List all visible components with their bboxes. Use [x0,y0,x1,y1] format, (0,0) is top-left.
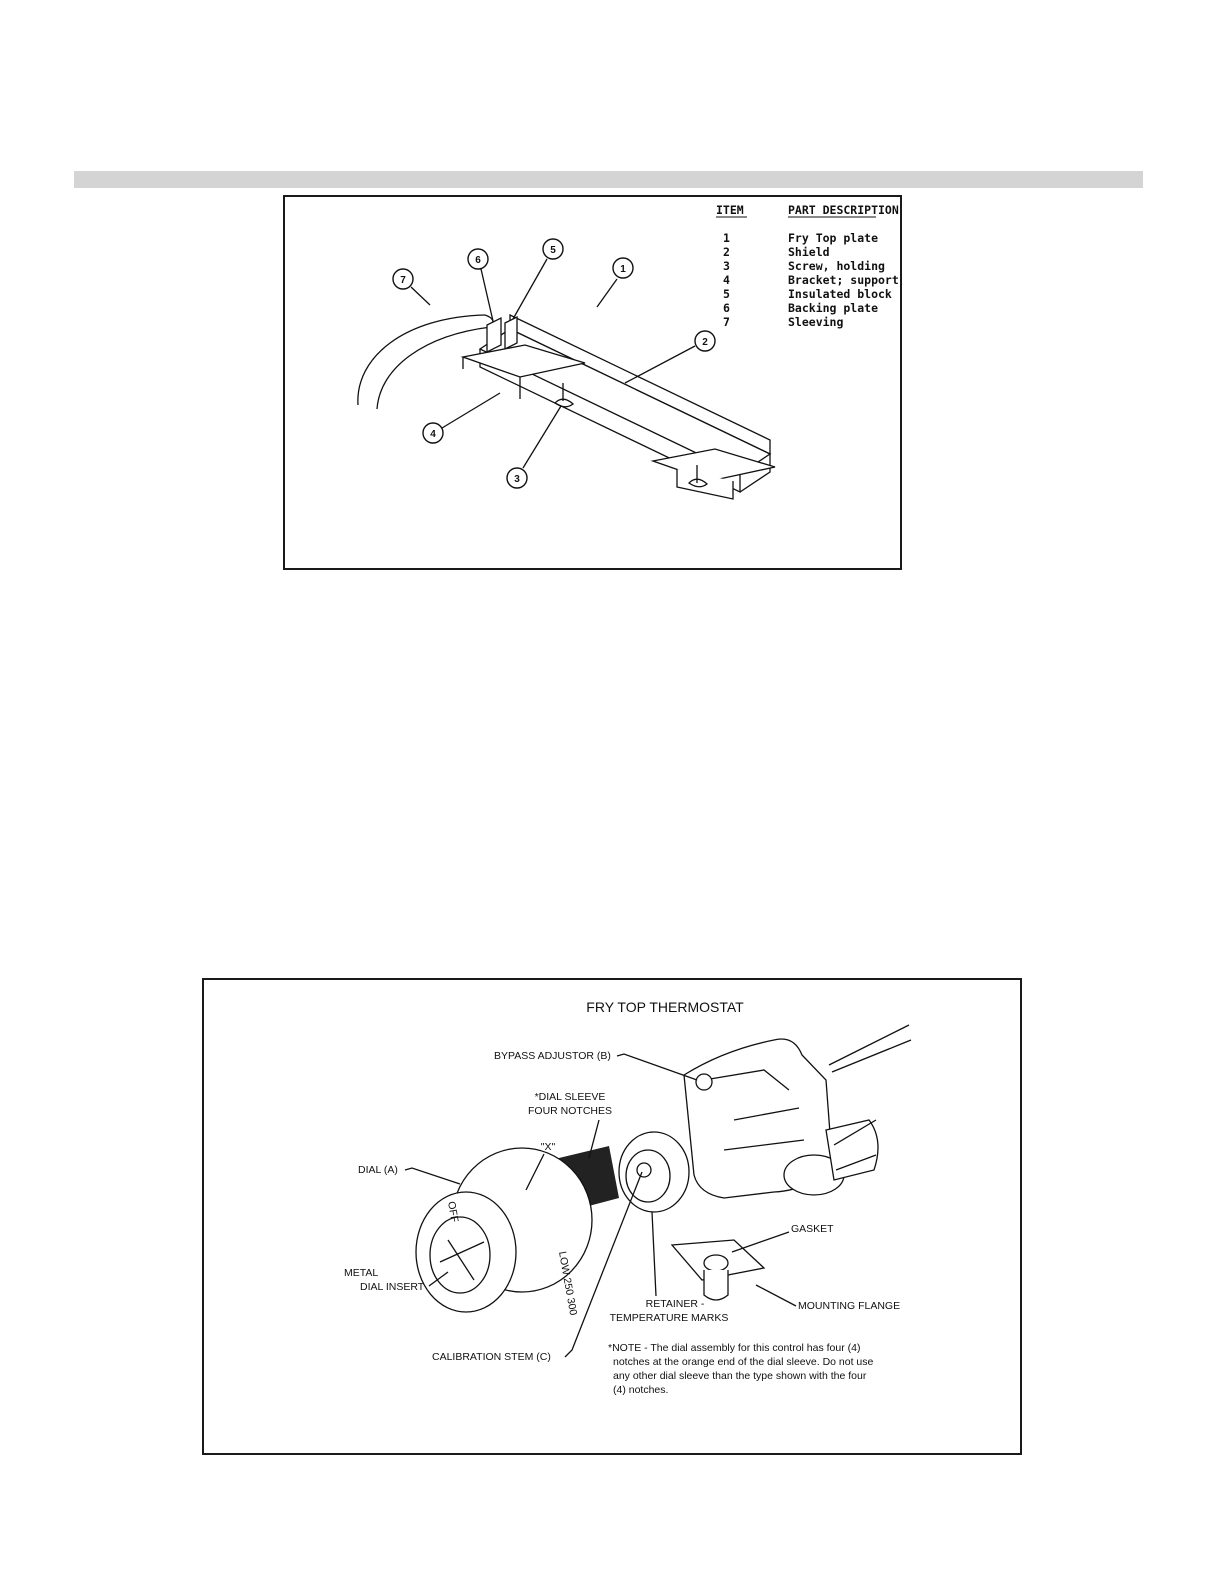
callout-4 [423,393,500,443]
note-text [608,1342,874,1396]
item-desc: Insulated block [788,287,892,301]
header-rule [74,171,1143,188]
item-num: 4 [723,273,730,287]
x-mark-label: "X" [540,1141,556,1153]
item-desc: Bracket; support [788,273,899,287]
sleeving-drawing [358,315,493,409]
dial-insert-label: DIAL INSERT [360,1281,425,1293]
svg-text:5: 5 [550,245,556,256]
temperature-marks-label: TEMPERATURE MARKS [609,1312,729,1324]
note-line: (4) notches. [613,1384,669,1396]
item-num: 2 [723,245,730,259]
calibration-stem-label: CALIBRATION STEM (C) [432,1351,551,1363]
shield-assembly-drawing [285,197,904,572]
note-line: any other dial sleeve than the type shown with the four [613,1370,867,1382]
retainer-label: RETAINER - [645,1298,705,1310]
item-num: 7 [723,315,730,329]
svg-text:3: 3 [514,474,520,485]
svg-text:7: 7 [400,275,406,286]
svg-text:1: 1 [620,264,626,275]
dial-scale-text: LOW 250 300 [556,1250,580,1317]
item-desc: Fry Top plate [788,231,879,245]
svg-text:4: 4 [430,429,436,440]
item-desc: Sleeving [788,315,844,329]
callout-1 [597,258,633,307]
item-desc: Shield [788,245,830,259]
item-desc: Backing plate [788,301,879,315]
parts-table [716,203,899,329]
item-header: ITEM [716,203,744,217]
dial-off-text: OFF [445,1200,461,1224]
note-line: notches at the orange end of the dial sleeve. Do not use [613,1356,874,1368]
thermostat-figure [202,978,1022,1455]
bypass-adjustor-label: BYPASS ADJUSTOR (B) [494,1050,611,1062]
dial-label: DIAL (A) [358,1164,398,1176]
mounting-flange-label: MOUNTING FLANGE [798,1300,901,1312]
callout-3 [507,406,561,488]
item-num: 3 [723,259,730,273]
callout-5 [513,239,563,319]
metal-label: METAL [344,1267,379,1279]
note-line: *NOTE - The dial assembly for this control has four (4) [608,1342,861,1354]
gasket-label: GASKET [791,1223,834,1235]
shield-assembly-figure [283,195,902,570]
callout-7 [393,269,430,305]
item-num: 5 [723,287,730,301]
thermostat-drawing [204,980,1024,1457]
four-notches-label: FOUR NOTCHES [528,1105,612,1117]
svg-text:2: 2 [702,337,708,348]
part-description-header: PART DESCRIPTION [788,203,899,217]
item-num: 1 [723,231,730,245]
dial-sleeve-label: *DIAL SLEEVE [534,1091,606,1103]
callout-6 [468,249,493,321]
item-desc: Screw, holding [788,259,885,273]
callout-2 [625,331,715,383]
item-num: 6 [723,301,730,315]
thermostat-title: FRY TOP THERMOSTAT [586,999,744,1015]
svg-text:6: 6 [475,255,481,266]
